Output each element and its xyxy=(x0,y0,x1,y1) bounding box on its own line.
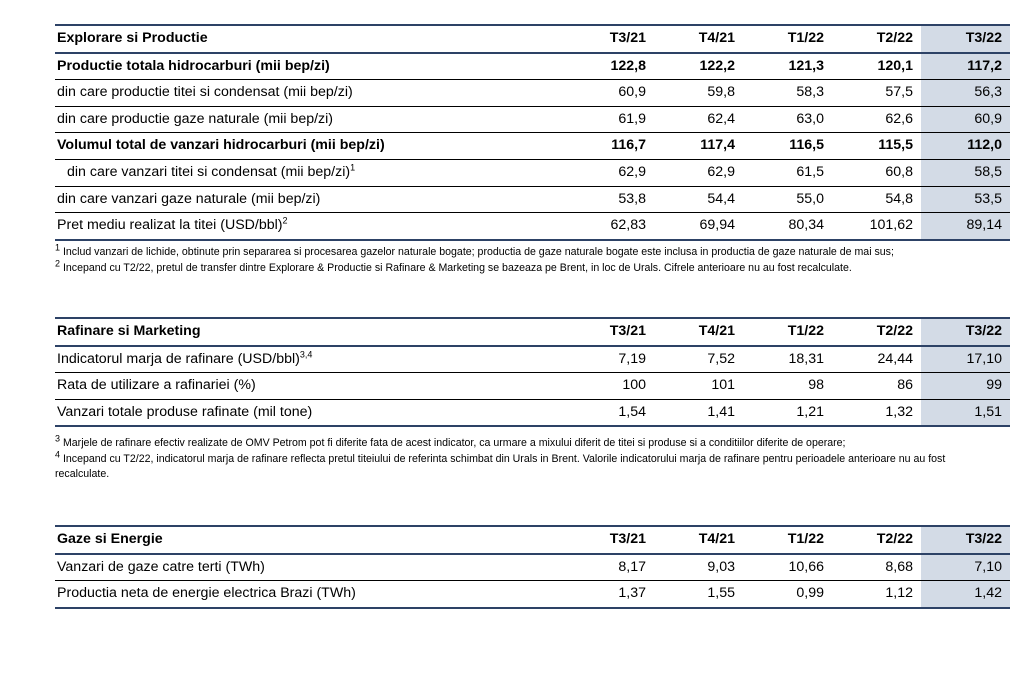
table-row xyxy=(55,159,1010,186)
column-header: T2/22 xyxy=(832,25,921,53)
table-cell: 7,19 xyxy=(565,346,654,373)
column-header: T1/22 xyxy=(743,25,832,53)
table-cell: 62,83 xyxy=(565,213,654,240)
table-row xyxy=(55,581,1010,608)
column-header: T4/21 xyxy=(654,25,743,53)
table-cell: 7,10 xyxy=(921,554,1010,581)
row-label-text: Volumul total de vanzari hidrocarburi (mii bep/zi) xyxy=(57,137,385,154)
column-header: T3/22 xyxy=(921,526,1010,554)
column-header: T1/22 xyxy=(743,526,832,554)
table-row xyxy=(55,53,1010,80)
column-header: T3/22 xyxy=(921,25,1010,53)
table-cell: 54,4 xyxy=(654,186,743,213)
table-cell: 98 xyxy=(743,373,832,400)
table-cell: 54,8 xyxy=(832,186,921,213)
column-header: T2/22 xyxy=(832,526,921,554)
row-label-text: din care vanzari titei si condensat (mii bep/zi) xyxy=(67,163,351,180)
footnote xyxy=(55,433,985,452)
row-label xyxy=(55,53,565,80)
table-cell: 62,9 xyxy=(565,159,654,186)
table-cell: 1,12 xyxy=(832,581,921,608)
section-title: Explorare si Productie xyxy=(55,25,565,53)
footnote-ref: 2 xyxy=(282,215,288,226)
footnote-ref: 3,4 xyxy=(299,348,313,359)
footnote-ref: 1 xyxy=(350,162,356,173)
table-cell: 120,1 xyxy=(832,53,921,80)
table-cell: 57,5 xyxy=(832,80,921,107)
table-cell: 8,17 xyxy=(565,554,654,581)
column-header: T3/21 xyxy=(565,526,654,554)
table-cell: 1,54 xyxy=(565,399,654,426)
column-header: T4/21 xyxy=(654,526,743,554)
row-label-text: Productie totala hidrocarburi (mii bep/zi) xyxy=(57,57,330,74)
header-row xyxy=(55,25,1010,53)
table-cell: 89,14 xyxy=(921,213,1010,240)
table-cell: 101 xyxy=(654,373,743,400)
table-cell: 61,5 xyxy=(743,159,832,186)
table-cell: 1,51 xyxy=(921,399,1010,426)
header-row xyxy=(55,526,1010,554)
table-cell: 112,0 xyxy=(921,133,1010,160)
footnotes-rafinare-marketing xyxy=(55,433,985,483)
table-cell: 101,62 xyxy=(832,213,921,240)
row-label xyxy=(55,399,565,426)
table-cell: 60,9 xyxy=(921,106,1010,133)
table-cell: 1,37 xyxy=(565,581,654,608)
table-cell: 58,3 xyxy=(743,80,832,107)
row-label-text: din care productie titei si condensat (mii bep/zi) xyxy=(57,84,353,101)
table-cell: 62,6 xyxy=(832,106,921,133)
table-row xyxy=(55,186,1010,213)
footnote-text: Marjele de rafinare efectiv realizate de OMV Petrom pot fi diferite fata de acest indicator, ca urmare a mixului diferit de titei si produse si a conditiilor diferite de operare; xyxy=(60,437,846,449)
section-title: Gaze si Energie xyxy=(55,526,565,554)
footnote-number: 3 xyxy=(55,433,61,444)
table-cell: 8,68 xyxy=(832,554,921,581)
table-row xyxy=(55,213,1010,240)
row-label xyxy=(55,346,565,373)
column-header: T2/22 xyxy=(832,318,921,346)
row-label-text: Rata de utilizare a rafinariei (%) xyxy=(57,377,256,394)
table-cell: 115,5 xyxy=(832,133,921,160)
row-label xyxy=(55,159,565,186)
footnote-text: Incepand cu T2/22, pretul de transfer dintre Explorare & Productie si Rafinare & Marketing se bazeaza pe Brent, in loc de Urals. Cifrele anterioare nu au fost recalculate. xyxy=(60,261,852,274)
table-cell: 80,34 xyxy=(743,213,832,240)
table-row xyxy=(55,373,1010,400)
table-cell: 69,94 xyxy=(654,213,743,240)
table-cell: 0,99 xyxy=(743,581,832,608)
table-cell: 10,66 xyxy=(743,554,832,581)
row-label xyxy=(55,213,565,240)
table-cell: 61,9 xyxy=(565,106,654,133)
table-cell: 116,7 xyxy=(565,133,654,160)
table-row xyxy=(55,133,1010,160)
row-label-text: Indicatorul marja de rafinare (USD/bbl) xyxy=(57,350,300,367)
data-table xyxy=(55,525,1010,609)
table-cell: 55,0 xyxy=(743,186,832,213)
footnotes-explorare-productie xyxy=(55,242,985,276)
footnote-number: 4 xyxy=(55,448,61,459)
table-row xyxy=(55,554,1010,581)
row-label xyxy=(55,106,565,133)
table-row xyxy=(55,80,1010,107)
table-cell: 86 xyxy=(832,373,921,400)
table-cell: 24,44 xyxy=(832,346,921,373)
table-cell: 1,41 xyxy=(654,399,743,426)
table-rafinare-marketing xyxy=(55,317,1002,427)
table-cell: 1,55 xyxy=(654,581,743,608)
table-row xyxy=(55,399,1010,426)
column-header: T3/21 xyxy=(565,318,654,346)
row-label xyxy=(55,186,565,213)
table-cell: 121,3 xyxy=(743,53,832,80)
footnote xyxy=(55,257,985,277)
column-header: T1/22 xyxy=(743,318,832,346)
table-explorare-productie xyxy=(55,24,1002,241)
table-row xyxy=(55,106,1010,133)
footnote-text: Incepand cu T2/22, indicatorul marja de rafinare reflecta pretul titeiului de referinta schimbat din Urals in Brent. Valorile indicatorului marja de rafinare pentru perioadele anterioare nu au fost recalculate. xyxy=(55,452,946,480)
table-cell: 117,4 xyxy=(654,133,743,160)
table-cell: 1,42 xyxy=(921,581,1010,608)
table-cell: 56,3 xyxy=(921,80,1010,107)
footnote-number: 1 xyxy=(55,242,61,253)
table-cell: 18,31 xyxy=(743,346,832,373)
table-row xyxy=(55,346,1010,373)
table-cell: 122,2 xyxy=(654,53,743,80)
row-label-text: Vanzari totale produse rafinate (mil tone) xyxy=(57,403,313,420)
table-cell: 63,0 xyxy=(743,106,832,133)
table-cell: 62,9 xyxy=(654,159,743,186)
table-cell: 100 xyxy=(565,373,654,400)
row-label-text: din care vanzari gaze naturale (mii bep/zi) xyxy=(57,190,321,207)
table-cell: 17,10 xyxy=(921,346,1010,373)
section-title: Rafinare si Marketing xyxy=(55,318,565,346)
row-label-text: Pret mediu realizat la titei (USD/bbl) xyxy=(57,217,283,234)
header-row xyxy=(55,318,1010,346)
table-cell: 99 xyxy=(921,373,1010,400)
footnote-text: Includ vanzari de lichide, obtinute prin separarea si procesarea gazelor naturale bogate; productia de gaze naturale bogate este inclusa in productia de gaze naturale de mai sus; xyxy=(60,246,894,258)
table-cell: 60,9 xyxy=(565,80,654,107)
footnote xyxy=(55,448,985,483)
row-label xyxy=(55,581,565,608)
footnote xyxy=(55,242,985,261)
table-cell: 53,8 xyxy=(565,186,654,213)
data-table xyxy=(55,24,1010,241)
table-cell: 116,5 xyxy=(743,133,832,160)
table-cell: 122,8 xyxy=(565,53,654,80)
table-cell: 60,8 xyxy=(832,159,921,186)
row-label-text: Productia neta de energie electrica Brazi (TWh) xyxy=(57,585,356,602)
data-table xyxy=(55,317,1010,427)
column-header: T3/21 xyxy=(565,25,654,53)
table-cell: 53,5 xyxy=(921,186,1010,213)
table-cell: 1,21 xyxy=(743,399,832,426)
column-header: T3/22 xyxy=(921,318,1010,346)
column-header: T4/21 xyxy=(654,318,743,346)
row-label-text: Vanzari de gaze catre terti (TWh) xyxy=(57,558,265,575)
row-label-text: din care productie gaze naturale (mii bep/zi) xyxy=(57,110,334,127)
table-cell: 1,32 xyxy=(832,399,921,426)
table-gaze-energie xyxy=(55,525,1002,609)
table-cell: 7,52 xyxy=(654,346,743,373)
table-cell: 62,4 xyxy=(654,106,743,133)
table-cell: 117,2 xyxy=(921,53,1010,80)
table-cell: 58,5 xyxy=(921,159,1010,186)
row-label xyxy=(55,373,565,400)
row-label xyxy=(55,80,565,107)
table-cell: 59,8 xyxy=(654,80,743,107)
table-cell: 9,03 xyxy=(654,554,743,581)
footnote-number: 2 xyxy=(55,257,61,268)
row-label xyxy=(55,133,565,160)
row-label xyxy=(55,554,565,581)
